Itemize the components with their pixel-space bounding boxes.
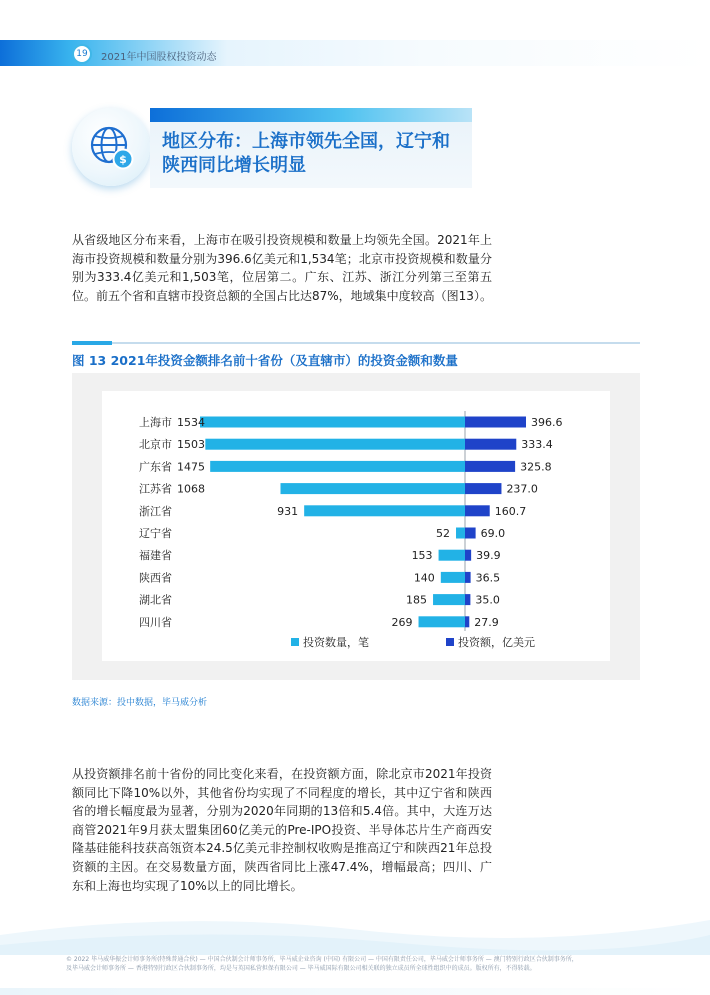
title-accent-stripe — [150, 108, 472, 122]
bar-count — [281, 483, 465, 494]
butterfly-bar-chart — [72, 373, 640, 680]
category-label: 上海市 — [139, 416, 172, 429]
section-title: 地区分布：上海市领先全国，辽宁和陕西同比增长明显 — [162, 131, 450, 176]
plot-area — [102, 391, 610, 661]
bar-count — [210, 461, 465, 472]
count-data-label: 269 — [391, 615, 413, 629]
count-data-label: 153 — [411, 549, 433, 563]
amount-data-label: 333.4 — [521, 438, 553, 452]
category-label: 辽宁省 — [139, 527, 172, 540]
figure-divider-accent — [72, 341, 112, 345]
bar-count — [419, 616, 465, 627]
category-label: 浙江省 — [139, 504, 172, 518]
amount-data-label: 237.0 — [506, 482, 538, 496]
page-number: 19 — [72, 44, 92, 64]
bar-amount — [465, 417, 526, 428]
analysis-paragraph: 从投资额排名前十省份的同比变化来看，在投资额方面，除北京市2021年投资额同比下降10%以外，其他省份均实现了不同程度的增长，其中辽宁省和陕西省的增长幅度最为显著，分别为2020年同期的13倍和5.4倍。其中，大连万达商管2021年9月获太盟集团60亿美元的Pre-IPO投资、半导体芯片生产商西安隆基硅能科技获高瓴资本24.5亿美元非控制权收购是推高辽宁和陕西21年总投资额的主因。在交易数量方面，陕西省同比上涨47.4%，增幅最高；四川、广东和上海也均实现了10%以上的同比增长。 — [72, 767, 492, 893]
bar-amount — [465, 550, 471, 561]
category-label: 北京市 — [139, 438, 172, 452]
bar-amount — [465, 616, 469, 627]
legend-swatch-count — [291, 638, 299, 646]
bar-count — [439, 550, 465, 561]
count-data-label: 931 — [277, 504, 299, 518]
category-label: 湖北省 — [139, 593, 172, 607]
figure-divider — [72, 342, 640, 344]
bar-amount — [465, 461, 515, 472]
category-label: 福建省 — [139, 549, 172, 563]
copyright-footer — [66, 955, 666, 973]
decorative-wave — [0, 905, 710, 955]
count-data-label: 140 — [413, 571, 435, 585]
category-label: 陕西省 — [139, 571, 172, 585]
chart-panel — [72, 373, 640, 680]
bar-amount — [465, 572, 471, 583]
bar-count — [433, 594, 465, 605]
section-icon-badge — [72, 108, 150, 186]
count-data-label: 1503 — [177, 438, 205, 452]
bar-count — [200, 417, 465, 428]
data-source: 数据来源：投中数据，毕马威分析 — [72, 698, 208, 708]
bar-count — [205, 439, 465, 450]
bar-count — [441, 572, 465, 583]
header-title: 2021年中国股权投资动态 — [101, 52, 217, 63]
count-data-label: 1534 — [177, 416, 205, 429]
count-data-label: 52 — [436, 527, 451, 540]
bar-amount — [465, 483, 501, 494]
amount-data-label: 27.9 — [474, 615, 499, 629]
legend-swatch-amount — [446, 638, 454, 646]
amount-data-label: 325.8 — [520, 460, 552, 474]
section-title-bar — [150, 108, 472, 188]
bar-count — [456, 528, 465, 539]
amount-data-label: 69.0 — [480, 527, 506, 540]
count-data-label: 185 — [406, 593, 428, 607]
legend-label-count: 投资数量，笔 — [303, 636, 369, 649]
bar-amount — [465, 439, 516, 450]
bar-count — [304, 505, 465, 516]
bar-amount — [465, 594, 470, 605]
category-label: 江苏省 — [139, 482, 172, 496]
footer-line-2: 及毕马威会计师事务所 — 香港特别行政区合伙制事务所，均是与英国私营担保有限公司 — 毕马威国际有限公司相关联的独立成员所全球性组织中的成员。版权所有，不得转载。 — [66, 965, 536, 972]
count-data-label: 1068 — [177, 482, 205, 496]
amount-data-label: 36.5 — [475, 571, 501, 585]
footer-line-1: © 2022 毕马威华振会计师事务所(特殊普通合伙) — 中国合伙制会计师事务所，毕马威企业咨询 (中国) 有限公司 — 中国有限责任公司，毕马威会计师事务所 — 澳门特别行政区合伙制事务所， — [66, 956, 578, 963]
amount-data-label: 35.0 — [475, 593, 500, 607]
amount-data-label: 160.7 — [494, 504, 527, 518]
legend-label-amount: 投资额，亿美元 — [458, 636, 535, 649]
amount-data-label: 396.6 — [531, 416, 563, 429]
bar-amount — [465, 505, 490, 516]
amount-data-label: 39.9 — [476, 549, 501, 563]
count-data-label: 1475 — [177, 460, 205, 474]
bottom-strip — [0, 988, 710, 995]
globe-coin-icon — [85, 121, 137, 173]
figure-title: 图 13 2021年投资金额排名前十省份（及直辖市）的投资金额和数量 — [72, 353, 458, 368]
category-label: 广东省 — [139, 460, 172, 474]
svg-text:$: $ — [119, 153, 127, 166]
bar-amount — [465, 528, 476, 539]
category-label: 四川省 — [139, 615, 172, 629]
intro-paragraph: 从省级地区分布来看，上海市在吸引投资规模和数量上均领先全国。2021年上海市投资规模和数量分别为396.6亿美元和1,534笔；北京市投资规模和数量分别为333.4亿美元和1,503笔，位居第二。广东、江苏、浙江分列第三至第五位。前五个省和直辖市投资总额的全国占比达87%，地域集中度较高（图13）。 — [72, 233, 492, 303]
